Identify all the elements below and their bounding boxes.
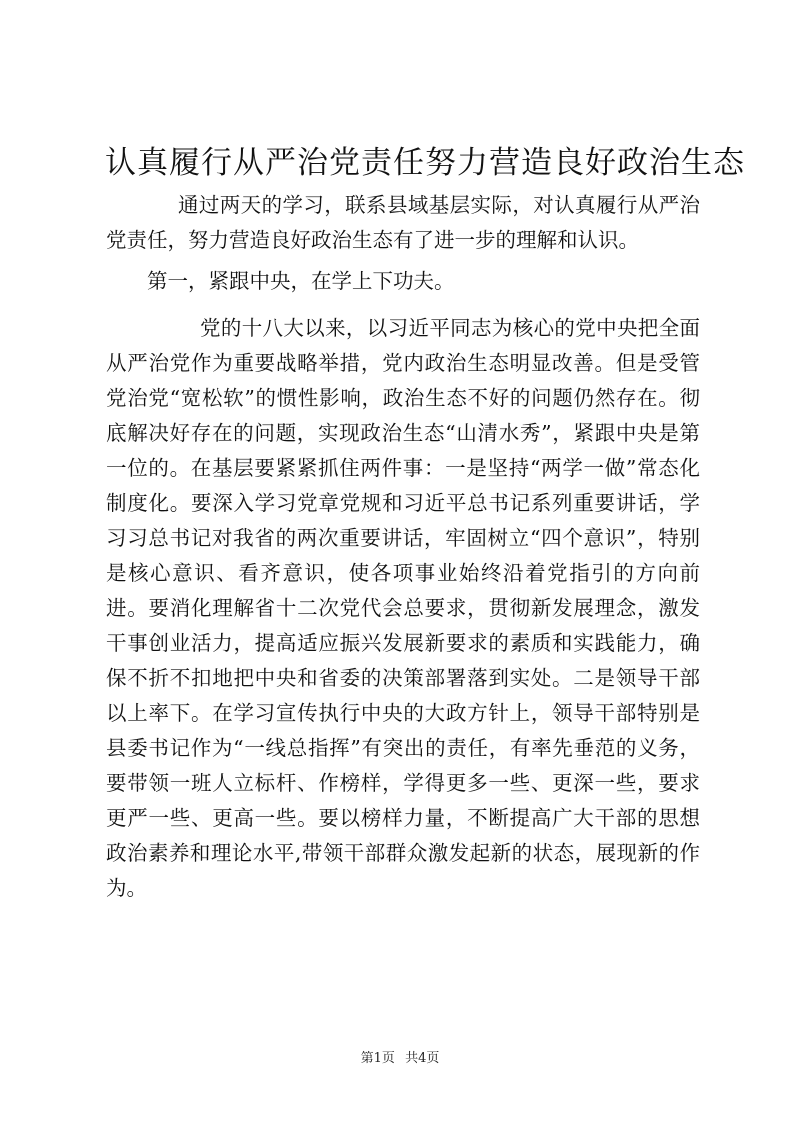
- page-number-current: 第1页: [360, 1051, 395, 1066]
- document-title: 认真履行从严治党责任努力营造良好政治生态: [105, 145, 745, 181]
- page-number-total: 共4页: [405, 1051, 440, 1066]
- paragraph-intro: 通过两天的学习，联系县域基层实际，对认真履行从严治党责任，努力营造良好政治生态有了进一步的理解和认识。: [106, 193, 700, 252]
- paragraph-body: 党的十八大以来，以习近平同志为核心的党中央把全面从严治党作为重要战略举措，党内政治生态明显改善。但是受管党治党“宽松软”的惯性影响，政治生态不好的问题仍然存在。彻底解决好存在的问题，实现政治生态“山清水秀”，紧跟中央是第一位的。在基层要紧紧抓住两件事：一是坚持“两学一做”常态化制度化。要深入学习党章党规和习近平总书记系列重要讲话，学习习总书记对我省的两次重要讲话，牢固树立“四个意识”，特别是核心意识、看齐意识，使各项事业始终沿着党指引的方向前进。要消化理解省十二次党代会总要求，贯彻新发展理念，激发干事创业活力，提高适应振兴发展新要求的素质和实践能力，确保不折不扣地把中央和省委的决策部署落到实处。二是领导干部以上率下。在学习宣传执行中央的大政方针上，领导干部特别是县委书记作为“一线总指挥”有突出的责任，有率先垂范的义务，要带领一班人立标杆、作榜样，学得更多一些、更深一些，要求更严一些、更高一些。要以榜样力量，不断提高广大干部的思想政治素养和理论水平,带领干部群众激发起新的状态，展现新的作为。: [106, 316, 700, 900]
- page-footer: [0, 1050, 800, 1068]
- paragraph-section-heading: 第一，紧跟中央，在学上下功夫。: [147, 269, 455, 293]
